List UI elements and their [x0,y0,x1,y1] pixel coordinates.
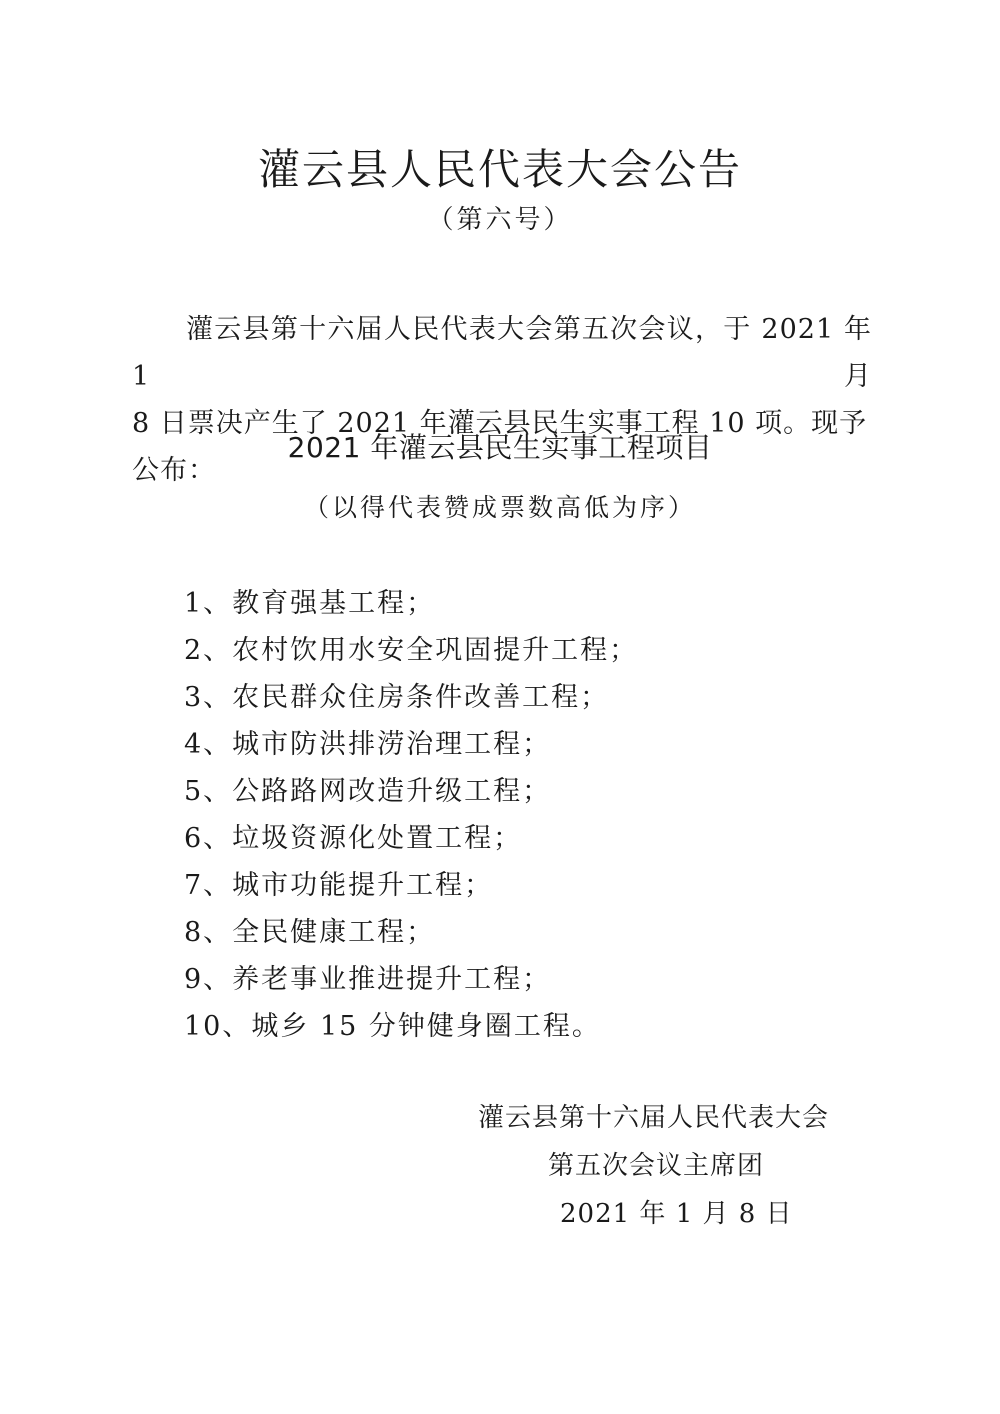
signature-date: 2021 年 1 月 8 日 [560,1199,793,1229]
list-item: 6、垃圾资源化处置工程； [184,823,523,854]
project-list-title: 2021 年灌云县民生实事工程项目 [287,431,713,464]
list-item: 8、全民健康工程； [184,917,436,948]
document-title: 灌云县人民代表大会公告 [257,145,742,194]
document-number: （第六号） [427,205,573,235]
signature-organization: 灌云县第十六届人民代表大会 [478,1103,830,1133]
list-item: 3、农民群众住房条件改善工程； [184,682,610,713]
intro-line-2: 8 日票决产生了 2021 年灌云县民生实事工程 10 项。现予公布： [132,408,868,486]
project-list [184,580,638,1050]
list-item: 5、公路路网改造升级工程； [184,776,552,807]
order-note: （以得代表赞成票数高低为序） [303,493,696,522]
list-item: 4、城市防洪排涝治理工程； [184,729,552,760]
list-item: 9、养老事业推进提升工程； [184,964,552,995]
list-item: 2、农村饮用水安全巩固提升工程； [184,635,639,666]
list-item: 10、城乡 15 分钟健身圈工程。 [184,1011,601,1042]
signature-presidium: 第五次会议主席团 [548,1151,765,1181]
list-item: 1、教育强基工程； [184,588,436,619]
list-item: 7、城市功能提升工程； [184,870,494,901]
intro-line-1: 灌云县第十六届人民代表大会第五次会议，于 2021 年 1 月 [132,314,872,392]
